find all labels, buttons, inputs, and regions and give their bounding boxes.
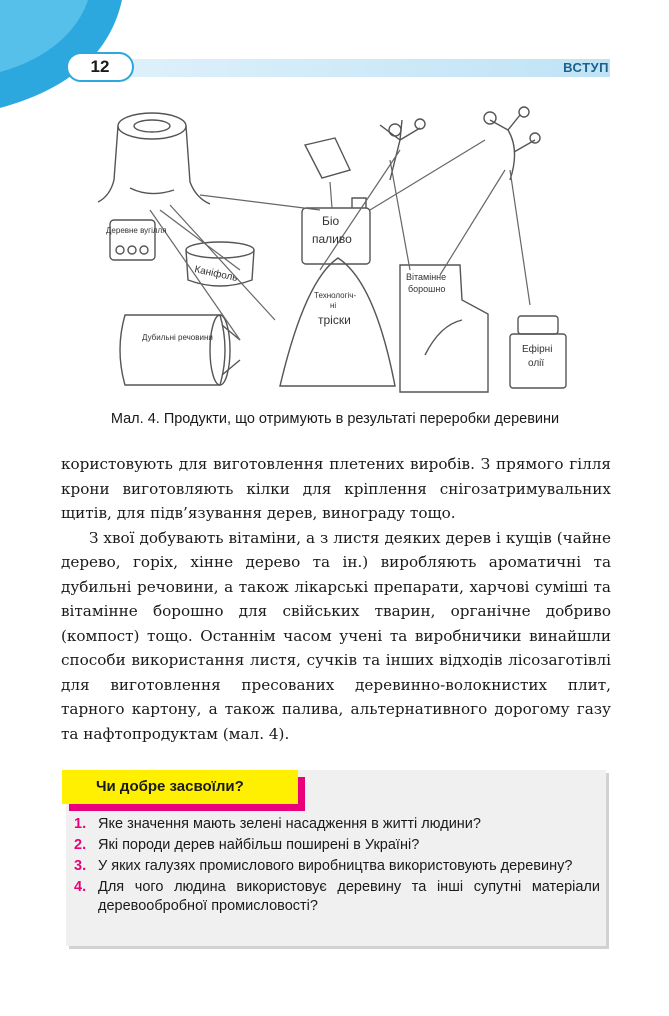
question-number: 3. [74,858,87,874]
body-text [61,452,611,746]
branches-drawing [380,107,540,180]
question-number: 4. [74,879,87,895]
flour-label-2: борошно [408,284,446,294]
ether-label-1: Ефірні [522,344,553,355]
page-number: 12 [66,52,134,82]
chips-label-2: ні [330,301,337,310]
question-number: 1. [74,816,87,832]
question-text: Для чого людина використовує деревину та інші супутні матеріали деревообробної промисловості? [98,879,600,914]
review-title: Чи добре засвоїли? [62,770,298,804]
biofuel-label-2: паливо [312,232,352,246]
tanning-label: Дубильні речовини [142,333,213,342]
rosin-label: Каніфоль [193,264,239,285]
question-item [74,878,600,916]
question-text: У яких галузях промислового виробництва використовують деревину? [98,858,573,874]
ether-label-2: олії [528,358,545,369]
wood-chips-label: Деревне вугілля [106,226,167,235]
question-item [74,815,600,834]
chips-label-1: Технологіч- [314,291,357,300]
figure-caption: Мал. 4. Продукти, що отримують в результаті переробки деревини [110,411,560,427]
paragraph-1: користовують для виготовлення плетених виробів. З прямого гілля крони виготовляють кілки для кріплення снігозатримувальних щитів, для підв’язування дерев, винограду тощо. [61,455,611,522]
chips-label-3: тріски [318,313,351,327]
biofuel-label-1: Біо [322,214,340,228]
log-drawing [305,138,350,178]
paragraph-2: З хвої добувають вітаміни, а з листя деяких дерев і кущів (чайне дерево, горіх, хінне дерево та ін.) виробляють ароматичні та дубильні речовини, а також лікарські препарати, харчові суміші та вітамінне борошно для свійських тварин, органічне добриво (компост) тощо. Останнім часом учені та виробничики винайшли способи використання листя, сучків та інших відходів лісозаготівлі для виготовлення пресованих деревинно-волокнистих плит, тарного картону, а також палива, альтернативного дорогому газу та нафтопродуктам (мал. 4). [61,528,611,743]
wood-products-illustration [90,100,590,400]
question-item [74,857,600,876]
flour-label-1: Вітамінне [406,272,447,282]
question-item [74,836,600,855]
question-number: 2. [74,837,87,853]
review-questions [74,815,600,918]
question-text: Яке значення мають зелені насадження в житті людини? [98,816,481,832]
section-title: ВСТУП [563,60,609,75]
header-band [108,59,610,77]
tree-stump-drawing [98,113,210,204]
biofuel-canister-drawing [302,198,370,264]
barrel-drawing [120,315,240,385]
question-text: Які породи дерев найбільш поширені в Україні? [98,837,420,853]
